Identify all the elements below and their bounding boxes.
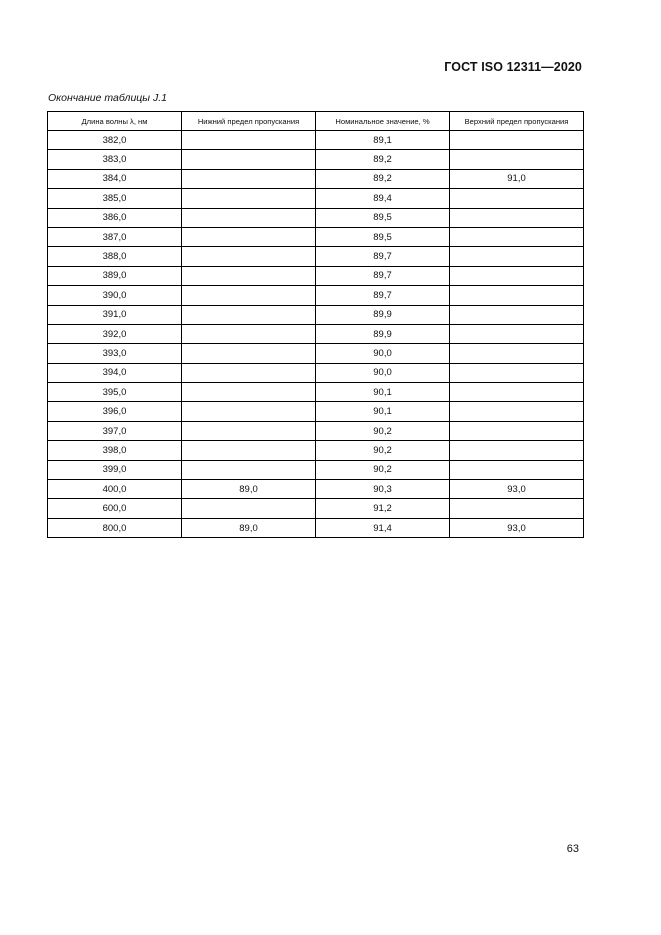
cell-wavelength: 392,0 [48, 324, 182, 343]
cell-nominal-value: 90,0 [316, 344, 450, 363]
cell-wavelength: 383,0 [48, 150, 182, 169]
table-row [48, 480, 584, 499]
cell-lower-limit [182, 460, 316, 479]
table-row [48, 518, 584, 537]
table-row [48, 383, 584, 402]
cell-upper-limit: 93,0 [450, 518, 584, 537]
cell-upper-limit [450, 227, 584, 246]
cell-upper-limit [450, 324, 584, 343]
table-row [48, 441, 584, 460]
cell-wavelength: 385,0 [48, 189, 182, 208]
cell-upper-limit [450, 286, 584, 305]
cell-wavelength: 386,0 [48, 208, 182, 227]
cell-lower-limit: 89,0 [182, 480, 316, 499]
column-header-wavelength: Длина волны λ, нм [48, 112, 182, 131]
table-row [48, 150, 584, 169]
table-row [48, 305, 584, 324]
cell-nominal-value: 89,7 [316, 266, 450, 285]
cell-lower-limit [182, 189, 316, 208]
table-row [48, 227, 584, 246]
cell-lower-limit [182, 324, 316, 343]
cell-nominal-value: 89,9 [316, 305, 450, 324]
table-row [48, 324, 584, 343]
table-row [48, 169, 584, 188]
table-row [48, 363, 584, 382]
cell-lower-limit [182, 227, 316, 246]
cell-nominal-value: 91,4 [316, 518, 450, 537]
cell-nominal-value: 89,5 [316, 208, 450, 227]
cell-nominal-value: 89,2 [316, 169, 450, 188]
cell-nominal-value: 89,2 [316, 150, 450, 169]
cell-upper-limit [450, 441, 584, 460]
cell-nominal-value: 89,1 [316, 131, 450, 150]
table-row [48, 247, 584, 266]
cell-lower-limit [182, 421, 316, 440]
cell-lower-limit [182, 286, 316, 305]
document-code: ГОСТ ISO 12311—2020 [444, 60, 582, 74]
table-row [48, 266, 584, 285]
cell-nominal-value: 89,4 [316, 189, 450, 208]
cell-lower-limit [182, 266, 316, 285]
table-row [48, 208, 584, 227]
cell-wavelength: 389,0 [48, 266, 182, 285]
cell-upper-limit [450, 189, 584, 208]
cell-nominal-value: 90,1 [316, 383, 450, 402]
cell-nominal-value: 91,2 [316, 499, 450, 518]
cell-wavelength: 399,0 [48, 460, 182, 479]
cell-nominal-value: 89,5 [316, 227, 450, 246]
cell-upper-limit [450, 363, 584, 382]
cell-nominal-value: 90,0 [316, 363, 450, 382]
cell-lower-limit [182, 499, 316, 518]
table-row [48, 131, 584, 150]
cell-wavelength: 388,0 [48, 247, 182, 266]
cell-nominal-value: 89,7 [316, 247, 450, 266]
cell-lower-limit: 89,0 [182, 518, 316, 537]
cell-upper-limit [450, 247, 584, 266]
cell-upper-limit [450, 150, 584, 169]
cell-lower-limit [182, 344, 316, 363]
cell-lower-limit [182, 441, 316, 460]
cell-wavelength: 391,0 [48, 305, 182, 324]
table-row [48, 460, 584, 479]
table-body [48, 131, 584, 538]
cell-wavelength: 387,0 [48, 227, 182, 246]
cell-nominal-value: 90,3 [316, 480, 450, 499]
table-row [48, 189, 584, 208]
cell-upper-limit [450, 383, 584, 402]
cell-nominal-value: 90,2 [316, 421, 450, 440]
cell-wavelength: 397,0 [48, 421, 182, 440]
cell-wavelength: 394,0 [48, 363, 182, 382]
table-row [48, 286, 584, 305]
cell-nominal-value: 89,7 [316, 286, 450, 305]
cell-nominal-value: 90,2 [316, 441, 450, 460]
cell-upper-limit [450, 460, 584, 479]
cell-wavelength: 390,0 [48, 286, 182, 305]
cell-lower-limit [182, 169, 316, 188]
cell-lower-limit [182, 208, 316, 227]
cell-upper-limit [450, 344, 584, 363]
cell-upper-limit [450, 266, 584, 285]
cell-lower-limit [182, 131, 316, 150]
table-caption: Окончание таблицы J.1 [48, 92, 167, 104]
column-header-lower-limit: Нижний предел пропускания [182, 112, 316, 131]
cell-nominal-value: 89,9 [316, 324, 450, 343]
cell-wavelength: 393,0 [48, 344, 182, 363]
cell-nominal-value: 90,1 [316, 402, 450, 421]
cell-upper-limit [450, 208, 584, 227]
cell-wavelength: 382,0 [48, 131, 182, 150]
table-row [48, 499, 584, 518]
page-number: 63 [566, 843, 579, 855]
column-header-nominal-value: Номинальное значение, % [316, 112, 450, 131]
cell-wavelength: 398,0 [48, 441, 182, 460]
cell-lower-limit [182, 383, 316, 402]
cell-wavelength: 396,0 [48, 402, 182, 421]
transmission-table [47, 111, 584, 538]
cell-upper-limit: 93,0 [450, 480, 584, 499]
cell-lower-limit [182, 402, 316, 421]
cell-upper-limit [450, 421, 584, 440]
cell-wavelength: 600,0 [48, 499, 182, 518]
table-row [48, 421, 584, 440]
cell-upper-limit [450, 402, 584, 421]
cell-wavelength: 384,0 [48, 169, 182, 188]
cell-lower-limit [182, 363, 316, 382]
cell-lower-limit [182, 150, 316, 169]
cell-upper-limit: 91,0 [450, 169, 584, 188]
cell-nominal-value: 90,2 [316, 460, 450, 479]
table-row [48, 402, 584, 421]
table-row [48, 344, 584, 363]
cell-wavelength: 400,0 [48, 480, 182, 499]
cell-lower-limit [182, 305, 316, 324]
column-header-upper-limit: Верхний предел пропускания [450, 112, 584, 131]
cell-upper-limit [450, 305, 584, 324]
cell-upper-limit [450, 131, 584, 150]
cell-wavelength: 800,0 [48, 518, 182, 537]
cell-wavelength: 395,0 [48, 383, 182, 402]
table-header-row [48, 112, 584, 131]
cell-upper-limit [450, 499, 584, 518]
cell-lower-limit [182, 247, 316, 266]
